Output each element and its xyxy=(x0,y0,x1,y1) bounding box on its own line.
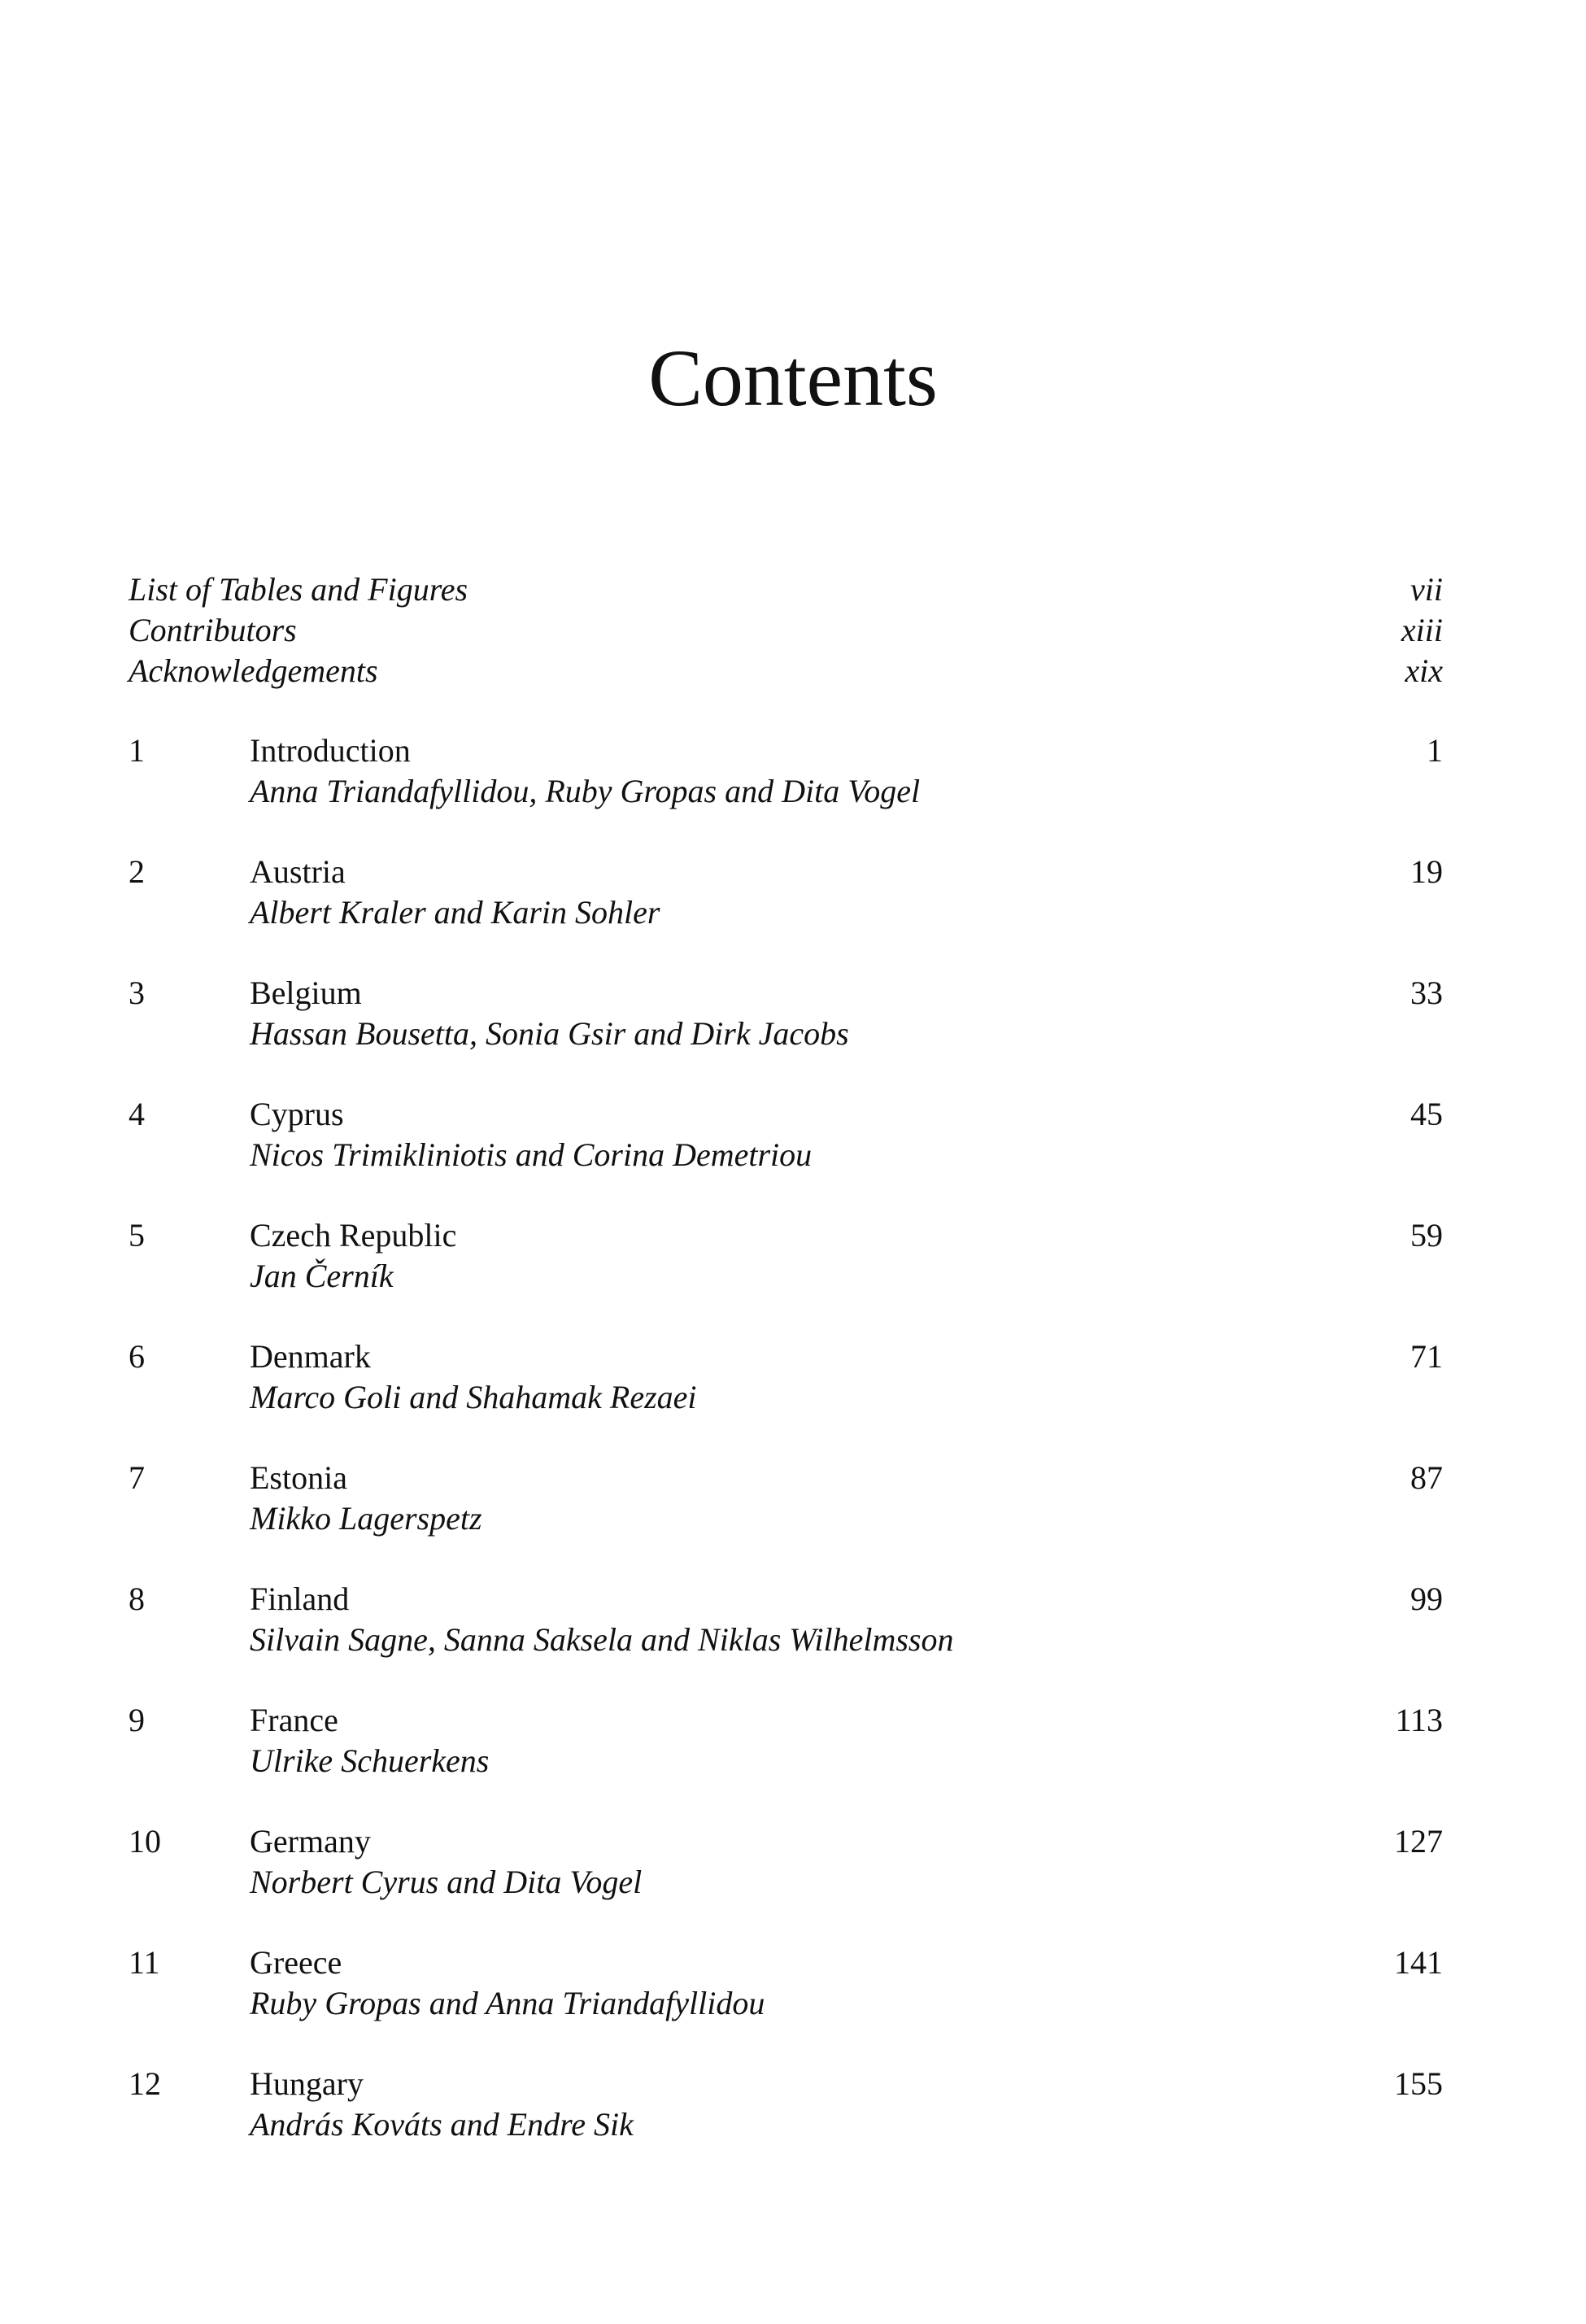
front-matter-label: Acknowledgements xyxy=(129,652,378,689)
chapter-title: Czech Republic xyxy=(250,1217,457,1254)
chapter-authors: Ulrike Schuerkens xyxy=(250,1742,490,1779)
chapter-number: 12 xyxy=(129,2065,161,2102)
chapter-entry-11[interactable] xyxy=(129,1942,1443,2064)
chapter-page: 19 xyxy=(1410,853,1443,890)
chapter-page: 127 xyxy=(1394,1823,1443,1860)
chapter-page: 141 xyxy=(1394,1944,1443,1981)
chapter-page: 45 xyxy=(1410,1096,1443,1132)
chapter-authors: Anna Triandafyllidou, Ruby Gropas and Dita Vogel xyxy=(250,773,921,809)
chapter-entry-10[interactable] xyxy=(129,1821,1443,1942)
chapter-authors: Nicos Trimikliniotis and Corina Demetriou xyxy=(250,1136,813,1173)
chapter-entry-1[interactable] xyxy=(129,730,1443,852)
front-matter-page: xiii xyxy=(1401,612,1443,648)
chapter-authors: Mikko Lagerspetz xyxy=(250,1500,482,1537)
chapter-entry-9[interactable] xyxy=(129,1700,1443,1821)
chapter-number: 6 xyxy=(129,1338,145,1375)
chapter-number: 1 xyxy=(129,732,145,769)
front-matter-page: xix xyxy=(1405,652,1443,689)
chapter-authors: Albert Kraler and Karin Sohler xyxy=(250,894,660,931)
chapter-title: France xyxy=(250,1702,338,1738)
chapter-title: Belgium xyxy=(250,975,362,1011)
front-matter-page: vii xyxy=(1410,571,1443,608)
chapter-entry-5[interactable] xyxy=(129,1215,1443,1336)
front-matter-entry-list-of-tables[interactable] xyxy=(129,569,1443,610)
chapter-entry-7[interactable] xyxy=(129,1458,1443,1579)
chapter-title: Hungary xyxy=(250,2065,364,2102)
chapter-entry-3[interactable] xyxy=(129,973,1443,1094)
chapter-title: Austria xyxy=(250,853,346,890)
chapter-page: 59 xyxy=(1410,1217,1443,1254)
chapter-page: 1 xyxy=(1427,732,1443,769)
chapter-page: 99 xyxy=(1410,1581,1443,1617)
chapter-number: 5 xyxy=(129,1217,145,1254)
front-matter-entry-contributors[interactable] xyxy=(129,610,1443,651)
chapter-entry-8[interactable] xyxy=(129,1579,1443,1700)
chapter-authors: Jan Černík xyxy=(250,1258,394,1294)
chapter-authors: Hassan Bousetta, Sonia Gsir and Dirk Jacobs xyxy=(250,1015,849,1052)
chapter-title: Denmark xyxy=(250,1338,371,1375)
chapter-number: 11 xyxy=(129,1944,160,1981)
chapter-title: Greece xyxy=(250,1944,342,1981)
chapter-number: 2 xyxy=(129,853,145,890)
chapter-entry-12[interactable] xyxy=(129,2064,1443,2185)
front-matter-label: Contributors xyxy=(129,612,297,648)
chapter-title: Cyprus xyxy=(250,1096,344,1132)
chapter-title: Germany xyxy=(250,1823,371,1860)
front-matter-list xyxy=(129,569,1443,691)
chapter-number: 7 xyxy=(129,1459,145,1496)
chapter-number: 4 xyxy=(129,1096,145,1132)
chapter-title: Introduction xyxy=(250,732,411,769)
page-title: Contents xyxy=(648,333,938,423)
front-matter-entry-acknowledgements[interactable] xyxy=(129,651,1443,691)
chapter-title: Finland xyxy=(250,1581,350,1617)
chapter-authors: Marco Goli and Shahamak Rezaei xyxy=(250,1379,697,1415)
chapter-authors: Silvain Sagne, Sanna Saksela and Niklas Wilhelmsson xyxy=(250,1621,954,1658)
chapter-entry-4[interactable] xyxy=(129,1094,1443,1215)
chapter-entry-6[interactable] xyxy=(129,1336,1443,1458)
chapter-title: Estonia xyxy=(250,1459,347,1496)
chapter-page: 155 xyxy=(1394,2065,1443,2102)
front-matter-label: List of Tables and Figures xyxy=(129,571,468,608)
chapter-authors: András Kováts and Endre Sik xyxy=(250,2106,634,2143)
chapter-entry-2[interactable] xyxy=(129,852,1443,973)
chapter-page: 87 xyxy=(1410,1459,1443,1496)
chapter-page: 33 xyxy=(1410,975,1443,1011)
chapter-authors: Ruby Gropas and Anna Triandafyllidou xyxy=(250,1985,765,2021)
chapter-number: 8 xyxy=(129,1581,145,1617)
chapter-number: 9 xyxy=(129,1702,145,1738)
chapter-number: 3 xyxy=(129,975,145,1011)
chapter-page: 113 xyxy=(1395,1702,1443,1738)
chapter-number: 10 xyxy=(129,1823,161,1860)
chapter-page: 71 xyxy=(1410,1338,1443,1375)
chapter-authors: Norbert Cyrus and Dita Vogel xyxy=(250,1864,643,1900)
chapter-list xyxy=(129,730,1443,2185)
